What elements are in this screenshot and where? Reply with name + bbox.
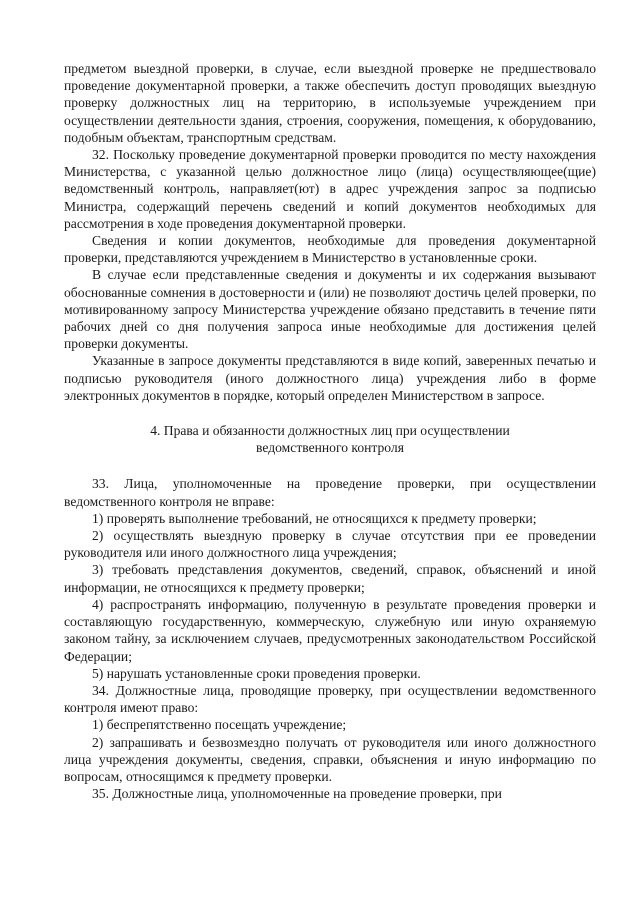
list-item: 2) запрашивать и безвозмездно получать от руководителя или иного должностного лица учреждения документы, сведения, справки, объяснения и иную информацию по вопросам, относящимся к предмету проверки.	[64, 734, 596, 784]
document-page	[64, 60, 596, 802]
list-item: 1) беспрепятственно посещать учреждение;	[92, 717, 347, 733]
paragraph-33: 33. Лица, уполномоченные на проведение проверки, при осуществлении ведомственного контроля не вправе:	[64, 476, 596, 509]
paragraph-32: 32. Поскольку проведение документарной проверки проводится по месту нахождения Министерства, с указанной целью должностное лицо (лица) осуществляющее(щие) ведомственный контроль, направляет(ют) в адрес учреждения запрос за подписью Министра, содержащий перечень сведений и копий документов необходимых для рассмотрения в ходе проведения документарной проверки.	[64, 147, 596, 231]
paragraph-34: 34. Должностные лица, проводящие проверку, при осуществлении ведомственного контроля имеют право:	[64, 682, 596, 716]
list-item: 2) осуществлять выездную проверку в случае отсутствия при ее проведении руководителя или иного должностного лица учреждения;	[64, 528, 596, 561]
list-item: 5) нарушать установленные сроки проведения проверки.	[92, 665, 421, 681]
section-heading-line: 4. Права и обязанности должностных лиц при осуществлении	[150, 423, 510, 439]
section-heading	[64, 422, 596, 456]
paragraph-35: 35. Должностные лица, уполномоченные на проведение проверки, при	[92, 786, 502, 802]
list-item: 1) проверять выполнение требований, не относящихся к предмету проверки;	[92, 510, 537, 526]
list-item: 3) требовать представления документов, сведений, справок, объяснений и иной информации, не относящихся к предмету проверки;	[64, 562, 596, 595]
section-heading-line: ведомственного контроля	[256, 440, 404, 456]
paragraph: предметом выездной проверки, в случае, если выездной проверке не предшествовало проведение документарной проверки, а также обеспечить доступ проводящих выездную проверку должностных лиц на территорию, в используемые учреждением при осуществлении деятельности здания, строения, сооружения, помещения, к оборудованию, подобным объектам, транспортным средствам.	[64, 61, 596, 145]
paragraph: Указанные в запросе документы представляются в виде копий, заверенных печатью и подписью руководителя (иного должностного лица) учреждения либо в форме электронных документов в порядке, который определен Министерством в запросе.	[64, 353, 596, 403]
paragraph: Сведения и копии документов, необходимые для проведения документарной проверки, представляются учреждением в Министерство в установленные сроки.	[64, 233, 596, 266]
list-item: 4) распространять информацию, полученную в результате проведения проверки и составляющую государственную, коммерческую, служебную или иную охраняемую законом тайну, за исключением случаев, предусмотренных законодательством Российской Федерации;	[64, 596, 596, 664]
paragraph: В случае если представленные сведения и документы и их содержания вызывают обоснованные сомнения в достоверности и (или) не позволяют достичь целей проверки, по мотивированному запросу Министерства учреждение обязано представить в течение пяти рабочих дней со дня получения запроса иные необходимые для достижения целей проверки документы.	[64, 267, 596, 352]
